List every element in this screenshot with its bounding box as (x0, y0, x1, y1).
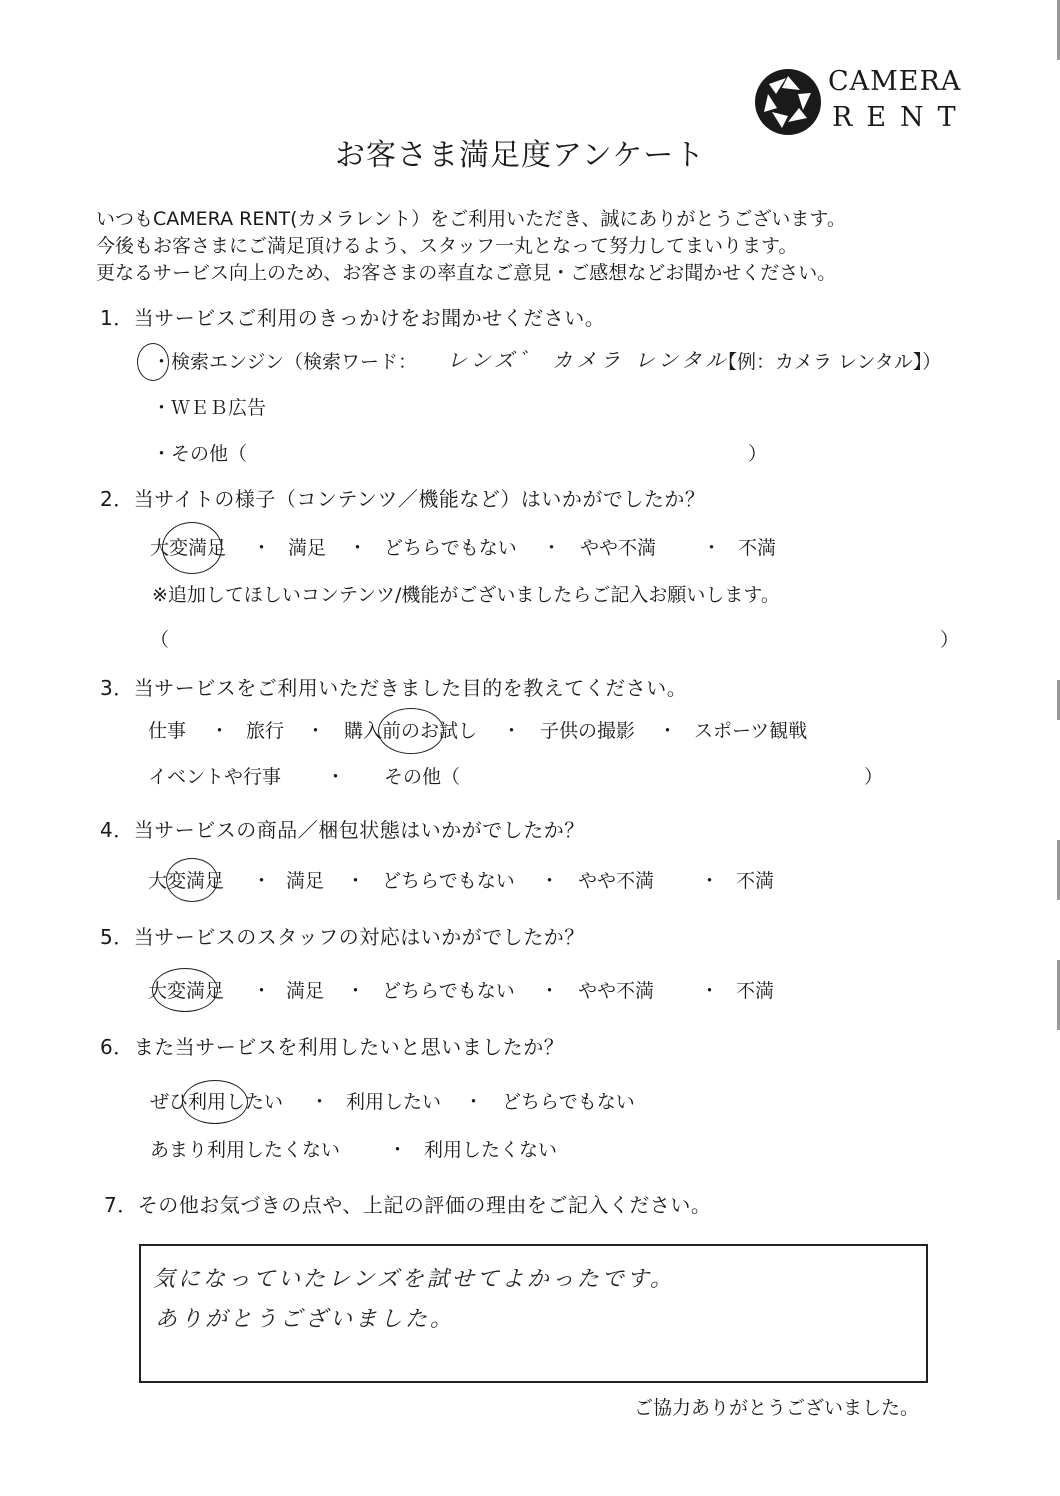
q6-separator: ・ (464, 1091, 484, 1113)
q3-option-sports-watching[interactable]: スポーツ観戦 (694, 720, 808, 742)
q3-option-events[interactable]: イベントや行事 (148, 766, 282, 788)
q3-option-other[interactable]: その他（ (384, 766, 461, 788)
q4-separator: ・ (700, 870, 720, 892)
q6-separator: ・ (388, 1139, 408, 1161)
q2-separator: ・ (252, 537, 272, 559)
q2-option-neutral[interactable]: どちらでもない (384, 537, 517, 559)
q5-option-somewhat-dissatisfied[interactable]: やや不満 (578, 980, 655, 1002)
q5-option-satisfied[interactable]: 満足 (286, 980, 325, 1002)
q2-option-very-satisfied[interactable]: 大変満足 (150, 537, 227, 559)
q3-separator: ・ (306, 720, 326, 742)
closing-message: ご協力ありがとうございました。 (634, 1397, 920, 1419)
question-4-label: 4．当サービスの商品／梱包状態はいかがでしたか？ (100, 818, 585, 842)
q4-option-neutral[interactable]: どちらでもない (382, 870, 515, 892)
intro-line-2: 今後もお客さまにご満足頂けるよう、スタッフ一丸となって努力してまいります。 (96, 235, 798, 257)
page-title: お客さま満足度アンケート (335, 138, 706, 173)
q1-search-answer-handwritten: レンズ゛ カメラ レンタル (447, 348, 730, 372)
question-3-label: 3．当サービスをご利用いただきました目的を教えてください。 (100, 676, 688, 700)
q5-separator: ・ (252, 980, 272, 1002)
q3-separator: ・ (326, 766, 346, 788)
question-5-label: 5．当サービスのスタッフの対応はいかがでしたか？ (100, 925, 585, 949)
q4-separator: ・ (346, 870, 366, 892)
camera-shutter-icon (752, 66, 824, 138)
q2-close-paren: ） (940, 629, 960, 651)
q2-separator: ・ (702, 537, 722, 559)
comment-line-2-handwritten: ありがとうございました。 (155, 1307, 456, 1332)
logo (752, 64, 970, 144)
q5-separator: ・ (700, 980, 720, 1002)
q4-separator: ・ (540, 870, 560, 892)
q3-separator: ・ (210, 720, 230, 742)
q2-separator: ・ (348, 537, 368, 559)
logo-text-camera: CAMERA (828, 66, 962, 97)
q5-answer-circle-mark (152, 968, 218, 1012)
q3-separator: ・ (502, 720, 522, 742)
q6-option-definitely-use-again[interactable]: ぜひ利用したい (150, 1091, 284, 1113)
q5-separator: ・ (346, 980, 366, 1002)
q1-answer-circle-mark (137, 343, 169, 381)
q2-open-paren: （ (150, 629, 170, 651)
q3-option-work[interactable]: 仕事 (148, 720, 187, 742)
q6-option-rather-not-use[interactable]: あまり利用したくない (150, 1139, 341, 1161)
q2-option-somewhat-dissatisfied[interactable]: やや不満 (580, 537, 657, 559)
q5-option-dissatisfied[interactable]: 不満 (736, 980, 775, 1002)
question-6-label: 6．また当サービスを利用したいと思いましたか？ (100, 1035, 565, 1059)
q3-option-travel[interactable]: 旅行 (246, 720, 285, 742)
question-7-label: 7．その他お気づきの点や、上記の評価の理由をご記入ください。 (104, 1193, 712, 1217)
q4-option-somewhat-dissatisfied[interactable]: やや不満 (578, 870, 655, 892)
q2-option-satisfied[interactable]: 満足 (288, 537, 327, 559)
comment-line-1-handwritten: 気になっていたレンズを試せてよかったです。 (153, 1267, 676, 1292)
comment-box[interactable] (139, 1244, 928, 1383)
q3-answer-circle-mark (378, 708, 444, 754)
q1-option-search-engine[interactable]: ・検索エンジン（検索ワード： (152, 351, 418, 373)
q2-option-dissatisfied[interactable]: 不満 (738, 537, 777, 559)
q6-option-want-to-use[interactable]: 利用したい (346, 1091, 442, 1113)
q6-option-neutral[interactable]: どちらでもない (502, 1091, 635, 1113)
intro-line-1: いつもCAMERA RENT(カメラレント）をご利用いただき、誠にありがとうございます。 (96, 208, 846, 230)
intro-line-3: 更なるサービス向上のため、お客さまの率直なご意見・ご感想などお聞かせください。 (96, 262, 837, 284)
q5-separator: ・ (540, 980, 560, 1002)
q3-option-trial-before-purchase[interactable]: 購入前のお試し (344, 720, 478, 742)
q1-option-other[interactable]: ・その他（ (152, 443, 248, 465)
q1-option-web-ad[interactable]: ・ＷＥＢ広告 (152, 397, 267, 419)
q3-other-close-paren: ） (864, 766, 884, 788)
q6-answer-circle-mark (182, 1080, 248, 1124)
question-1-label: 1．当サービスご利用のきっかけをお聞かせください。 (100, 306, 606, 330)
q2-separator: ・ (542, 537, 562, 559)
q1-other-close-paren: ） (748, 443, 768, 465)
logo-text-rent: RENT (832, 102, 970, 133)
q4-option-very-satisfied[interactable]: 大変満足 (148, 870, 225, 892)
q2-note: ※追加してほしいコンテンツ/機能がございましたらご記入お願いします。 (152, 584, 780, 606)
q4-separator: ・ (252, 870, 272, 892)
q3-option-children-photos[interactable]: 子供の撮影 (540, 720, 636, 742)
q3-separator: ・ (658, 720, 678, 742)
q5-option-very-satisfied[interactable]: 大変満足 (148, 980, 225, 1002)
q6-option-do-not-want-to-use[interactable]: 利用したくない (424, 1139, 558, 1161)
q4-answer-circle-mark (166, 858, 218, 902)
q4-option-satisfied[interactable]: 満足 (286, 870, 325, 892)
q1-search-example: 【例：カメラ レンタル】） (718, 351, 942, 373)
q2-answer-circle-mark (162, 522, 222, 574)
question-2-label: 2．当サイトの様子（コンテンツ／機能など）はいかがでしたか？ (100, 487, 706, 511)
q5-option-neutral[interactable]: どちらでもない (382, 980, 515, 1002)
q6-separator: ・ (310, 1091, 330, 1113)
q4-option-dissatisfied[interactable]: 不満 (736, 870, 775, 892)
